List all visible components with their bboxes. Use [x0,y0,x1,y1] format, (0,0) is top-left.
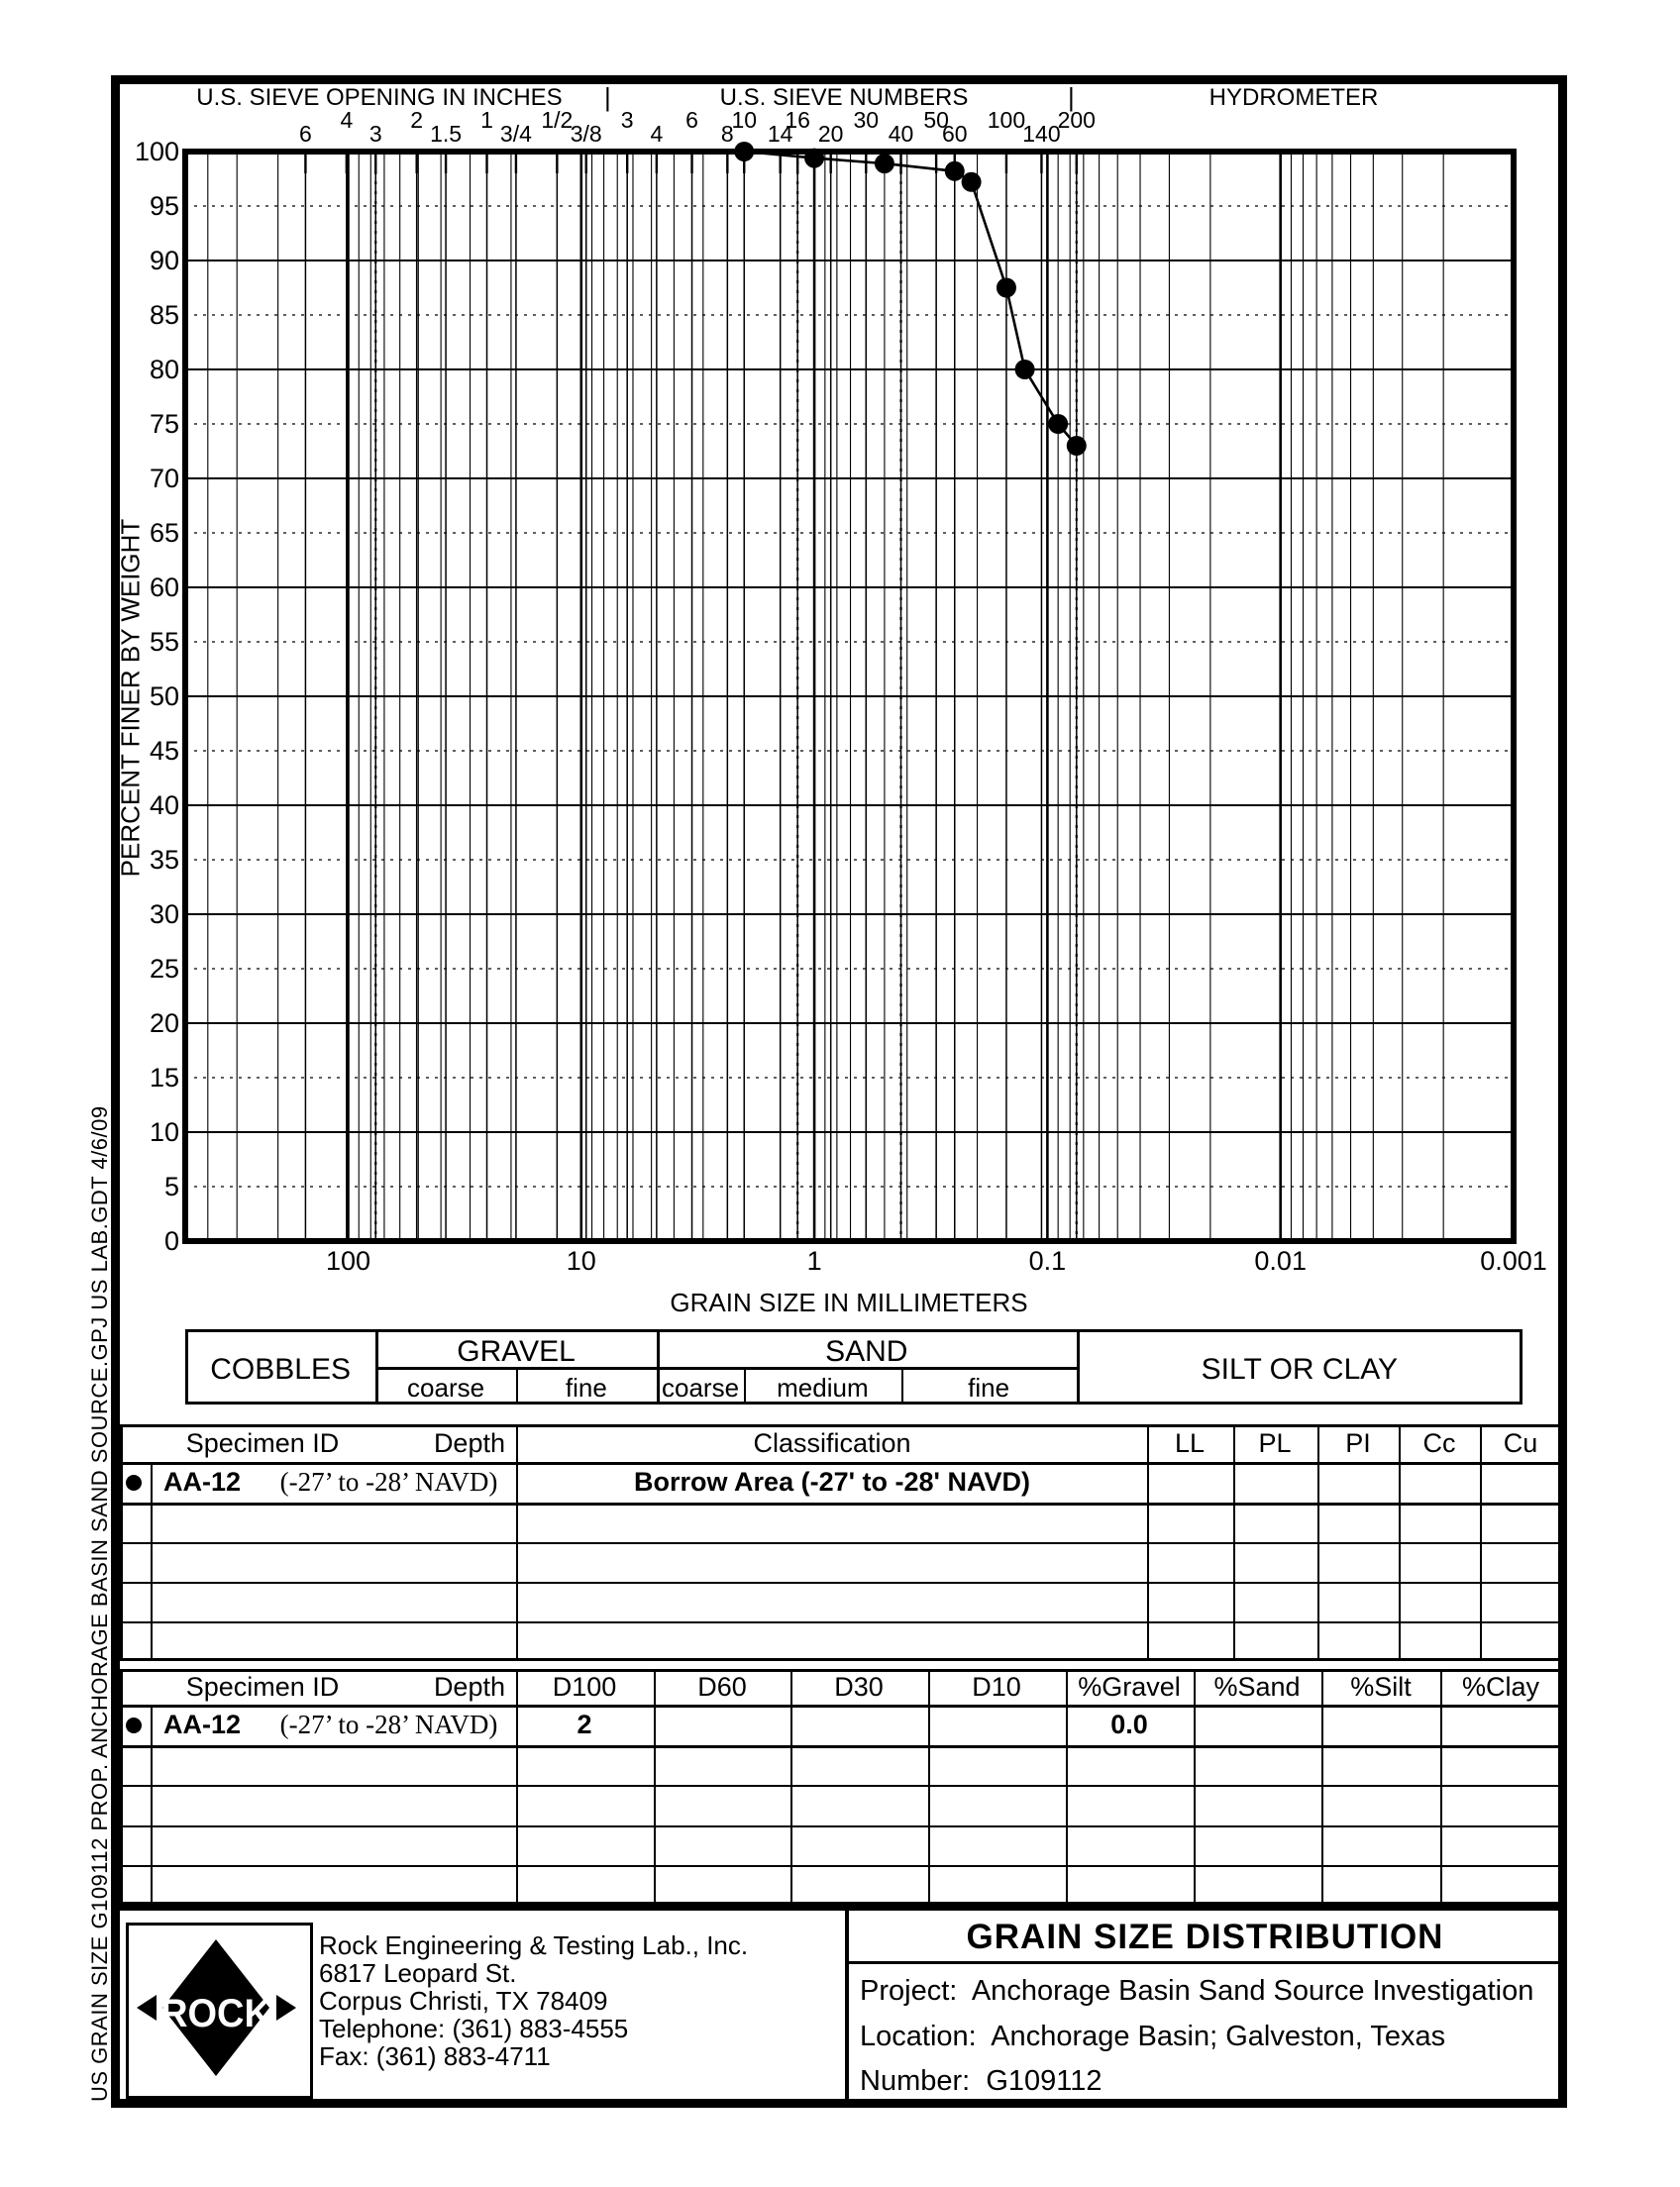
sieve-label-2: 2 [410,107,424,133]
sieve-label-3: 3 [368,121,382,147]
company-line-0: Rock Engineering & Testing Lab., Inc. [319,1930,749,1960]
top-axis-separator-2: | [1068,82,1075,112]
table1-h-depth: Depth [433,1428,505,1458]
sieve-label-3/4: 3/4 [499,121,532,147]
sieve-label-1.5: 1.5 [430,121,463,147]
table2-colfull-line-2 [790,1669,792,1905]
table1-header-line [120,1462,1561,1465]
project-label: Project: [860,1975,958,2007]
company-address-block [319,1931,748,2070]
sieve-label-10: 10 [731,107,758,133]
top-axis-separator-1: | [604,82,611,112]
size-bar-sub-fine-4: fine [968,1373,1010,1403]
table1-row-depth: (-27’ to -28’ NAVD) [279,1466,498,1497]
table1-col-line-0 [151,1462,153,1661]
company-line-1: 6817 Leopard St. [319,1958,517,1988]
table2-row-line-2 [120,1825,1561,1827]
table2-h-%Sand: %Sand [1213,1672,1301,1702]
x-tick-1: 1 [806,1246,822,1276]
sieve-label-40: 40 [888,121,914,147]
table1-colfull-line-2 [1233,1424,1235,1661]
sieve-label-16: 16 [785,107,810,133]
y-tick-55: 55 [149,627,179,657]
company-line-3: Telephone: (361) 883-4555 [319,2014,629,2043]
y-tick-30: 30 [149,899,179,929]
x-tick-0.01: 0.01 [1254,1246,1307,1276]
table2-colfull-line-7 [1440,1669,1442,1905]
sieve-label-4: 4 [340,107,354,133]
location-field [860,2021,1445,2053]
table2-col-line-0 [151,1705,153,1905]
data-point-marker [1067,436,1087,456]
table2-colfull-line-1 [654,1669,656,1905]
rock-logo [129,1926,304,2090]
table1-h-PL: PL [1258,1428,1292,1458]
report-title: GRAIN SIZE DISTRIBUTION [966,1918,1444,1956]
size-bar-sub-coarse-0: coarse [407,1373,485,1403]
table1-datarow-line [120,1503,1561,1506]
y-tick-0: 0 [163,1226,179,1256]
table1-colfull-line-1 [1147,1424,1149,1661]
sidebar-file-info: US GRAIN SIZE G109112 PROP. ANCHORAGE BASIN SAND SOURCE.GPJ US LAB.GDT 4/6/09 [87,1105,112,2102]
project-field [860,1975,1533,2008]
sieve-label-100: 100 [987,107,1026,133]
table2-h-D30: D30 [834,1672,884,1702]
x-tick-0.1: 0.1 [1028,1246,1067,1276]
table1-h-LL: LL [1174,1428,1206,1458]
table1-h-PI: PI [1345,1428,1371,1458]
x-tick-10: 10 [566,1246,596,1276]
number-field [860,2065,1102,2098]
sieve-label-50: 50 [923,107,949,133]
y-tick-20: 20 [149,1008,179,1038]
size-bar-gravel: GRAVEL [457,1335,576,1368]
location-label: Location: [860,2021,977,2052]
table2-colfull-line-6 [1321,1669,1323,1905]
sieve-label-200: 200 [1057,107,1096,133]
y-tick-95: 95 [149,191,179,221]
y-tick-15: 15 [149,1063,179,1093]
y-tick-35: 35 [149,845,179,875]
sieve-label-14: 14 [767,121,793,147]
table1-row-line-3 [120,1621,1561,1623]
y-tick-50: 50 [149,681,179,711]
sieve-label-4: 4 [650,121,664,147]
y-tick-90: 90 [149,246,179,275]
grain-size-curve-AA-12 [744,152,1077,446]
size-bar-cobbles: COBBLES [210,1353,351,1386]
data-point-marker [997,278,1016,298]
sieve-label-140: 140 [1022,121,1061,147]
y-tick-10: 10 [149,1117,179,1147]
table1-colfull-line-5 [1480,1424,1482,1661]
table2-row-line-1 [120,1785,1561,1787]
size-bar-sub-medium-3: medium [777,1373,869,1403]
number-label: Number: [860,2065,971,2097]
x-tick-100: 100 [325,1246,370,1276]
sieve-label-1: 1 [480,107,493,133]
y-tick-40: 40 [149,790,179,820]
sieve-label-6: 6 [299,121,312,147]
table1-row-classification: Borrow Area (-27' to -28' NAVD) [634,1466,1030,1497]
sieve-label-30: 30 [853,107,880,133]
svg-text:ROCK: ROCK [160,1992,271,2036]
table2-colfull-line-4 [1066,1669,1068,1905]
sieve-label-3/8: 3/8 [570,121,602,147]
table1-row-line-1 [120,1542,1561,1544]
data-point-marker [1015,360,1035,379]
sieve-label-60: 60 [941,121,968,147]
y-tick-100: 100 [134,137,179,166]
data-point-marker [875,154,894,173]
table1-row-line-2 [120,1582,1561,1584]
sieve-label-3: 3 [620,107,634,133]
table1-colfull-line-3 [1317,1424,1319,1661]
number-value: G109112 [986,2065,1102,2097]
sieve-label-6: 6 [685,107,698,133]
table1-row-specimen: AA-12 [163,1466,242,1497]
table2-colfull-line-5 [1194,1669,1196,1905]
table1-h-specimen: Specimen ID [185,1428,340,1458]
table2-h-D60: D60 [697,1672,747,1702]
y-axis-title: PERCENT FINER BY WEIGHT [115,518,146,878]
sieve-label-20: 20 [817,121,844,147]
y-tick-65: 65 [149,518,179,548]
x-tick-0.001: 0.001 [1480,1246,1547,1276]
data-point-marker [804,149,824,168]
data-point-marker [945,161,965,181]
table2-h-D100: D100 [552,1672,617,1702]
table2-h-%Silt: %Silt [1350,1672,1412,1702]
title-underline [849,1961,1561,1964]
table2-header-line [120,1705,1561,1708]
table1-colfull-line-0 [516,1424,518,1661]
table2-row-line-3 [120,1865,1561,1867]
y-tick-75: 75 [149,409,179,439]
company-line-4: Fax: (361) 883-4711 [319,2041,551,2071]
top-axis-title-inches: U.S. SIEVE OPENING IN INCHES [196,84,563,111]
x-axis-title: GRAIN SIZE IN MILLIMETERS [670,1288,1028,1317]
table2-row-symbol [126,1718,142,1733]
size-bar-silt-clay: SILT OR CLAY [1201,1353,1399,1386]
table2-h-%Clay: %Clay [1461,1672,1540,1702]
table1-h-Classification: Classification [753,1428,911,1458]
y-tick-25: 25 [149,954,179,984]
table2-h-%Gravel: %Gravel [1078,1672,1181,1702]
table1-h-Cu: Cu [1503,1428,1538,1458]
y-tick-45: 45 [149,736,179,766]
y-tick-80: 80 [149,355,179,384]
table2-row-gravel: 0.0 [1110,1709,1148,1739]
size-bar-sub-coarse-2: coarse [662,1373,740,1403]
table2-colfull-line-3 [928,1669,930,1905]
size-bar-sub-fine-1: fine [565,1373,607,1403]
table2-datarow-line [120,1745,1561,1748]
footer-top-line [120,1905,1561,1911]
table2-h-D10: D10 [972,1672,1021,1702]
table1-h-Cc: Cc [1422,1428,1456,1458]
table2-h-specimen: Specimen ID [185,1672,340,1702]
table1-colfull-line-4 [1399,1424,1401,1661]
table2-row-d100: 2 [577,1709,592,1739]
size-bar-sand: SAND [825,1335,908,1368]
location-value: Anchorage Basin; Galveston, Texas [991,2021,1446,2052]
data-point-marker [962,172,982,192]
project-value: Anchorage Basin Sand Source Investigation [971,1975,1534,2007]
sieve-label-1/2: 1/2 [541,107,574,133]
top-axis-title-hydrometer: HYDROMETER [1208,84,1379,111]
table2-colfull-line-0 [516,1669,518,1905]
y-tick-60: 60 [149,573,179,602]
table2-h-depth: Depth [433,1672,505,1702]
company-logo-box [126,1923,313,2099]
sieve-label-8: 8 [720,121,734,147]
data-point-marker [1048,414,1068,434]
top-axis-title-numbers: U.S. SIEVE NUMBERS [719,84,969,111]
table1-row-symbol [126,1475,142,1491]
table2-row-specimen: AA-12 [163,1709,242,1739]
y-tick-5: 5 [163,1172,179,1201]
company-line-2: Corpus Christi, TX 78409 [319,1986,608,2016]
table2-row-depth: (-27’ to -28’ NAVD) [279,1709,498,1739]
y-tick-85: 85 [149,300,179,330]
y-tick-70: 70 [149,464,179,493]
